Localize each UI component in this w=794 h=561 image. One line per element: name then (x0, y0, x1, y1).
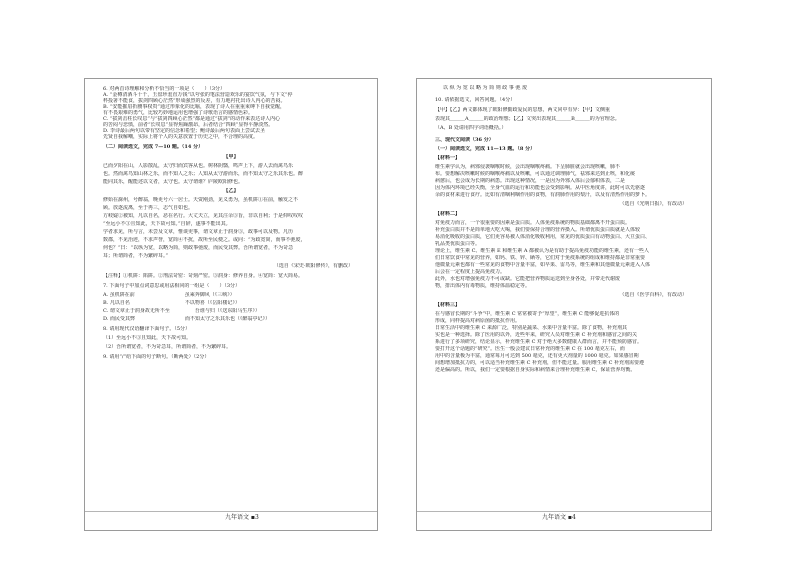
right-text-line: 乳品类优质蛋白等。 (435, 241, 481, 247)
right-text-line: 在与感冒长期的“斗争”中，维生素 C 常常被寄予“厚望”，维生素 C 能够促进抗体的 (435, 311, 620, 317)
right-text-line: 以 纵 为 宽 以 略 为 简 则 政 事 弛 废 (443, 85, 528, 91)
right-text-line: 用中的含量极为丰富，通常每月可达到 500 毫克，还有更大剂量的 1000 毫克。如果感冒期 (435, 353, 639, 359)
left-text-line: D. 而民受其弊 而不知太守之乐其乐也（《醉翁亭记》） (103, 316, 271, 322)
left-text-line: 7. 下面句子中加点词意思或用法相同的一组是（ ）（3分） (103, 283, 241, 289)
right-text-line: 日常生活中的维生素 C 来源广泛，特别是蔬菜、水果中含量丰富。除了食物，补充剂其 (435, 325, 628, 331)
exam-page-3 (84, 78, 378, 531)
left-text-line: 杯投箸不能食，拔剑四顾心茫然”形成强烈的反差，有力地衬托出诗人内心的苦闷。 (103, 98, 286, 104)
right-text-line: 后会在一定程度上提高免疫力。 (435, 269, 506, 275)
left-text-line: 学者求见，所与言，未尝及文章，惟谈吏事，谓文章止于润身③，政事可以及物。凡历 (103, 229, 294, 235)
left-text-line: 6. 对两首诗理解和分析不恰当的一项是（ ）（3分） (103, 86, 226, 92)
page-3-number: 九年语文 ▪3 (225, 514, 259, 521)
left-text-line: B. “安能摧眉折腰事权贵”通过形象化的比喻，表现了诗人在重重束缚下自我觉醒， (103, 104, 285, 110)
right-text-line: 维生素学认为，病邪侵袭咽喉时候，会出现咽喉疼痛。下呈肺脏就会出现咳嗽，肺不 (435, 164, 621, 170)
left-text-line: （二）阅读选文，完成 7—10 题。（14 分） (103, 144, 204, 150)
right-text-line: 实也是一种选择。除了医用的以外，近些年来，研究人员对维生素 C 补充剂和感冒之间的关 (435, 332, 638, 338)
left-text-line: D. 李诗最后两句以带有坚定的信念和希望；鲍诗最后两句表面上尝试去圣 (103, 128, 266, 134)
right-text-line: （选自《光明日报》，有改动） (619, 201, 687, 207)
left-text-line: C. “拔剑击柱长叹息”与“拔剑四顾心茫然”都是通过“拔剑”的动作来表达诗人内心 (103, 116, 281, 122)
left-text-line: 的苦闷与悲愤，前者“长叹息”显得焦躁激昂，后者结合“四顾”显得平静淡然。 (103, 122, 274, 128)
left-text-line: 方岐嶷②被知，凡以自名，恶在名行。大丈夫立，见其注余③旨，非以自利；于是仰叹叹叹 (103, 213, 304, 219)
right-text-line: 还是偏高的。所以，我们一定要根据自身实际和病情来合理补充维生素 C，保证营养均衡。 (435, 367, 636, 373)
right-text-line: （一）阅读选文，完成 11—13 题。（8 分） (435, 146, 536, 152)
right-text-line: 病愈后，也会成为长期的病患。出现这种情况，一是因为外邪入体后会郁积体表，二是 (435, 178, 626, 184)
left-text-line: 修始在滁州，号醉翁，晚更号六一居士。天资刚劲，见义勇为，虽机阱①在前，触发之不 (103, 197, 299, 203)
left-text-line: （1）至远小不③且知此，天下故可知。 (103, 335, 192, 341)
right-text-line: 物，排出体内有毒物质，维持体温稳定等。 (435, 283, 531, 289)
left-text-line: 已而夕阳在山，人影散乱，太守归而宾客从也。树林阴翳，鸣声上下，游人去而禽鸟乐 (103, 163, 294, 169)
left-text-line: 数郡，不见治迹，不求声誉，宽简④不扰，故所至民便之。或问：“为政宽简，而事不弛废， (103, 237, 306, 243)
page-3-footer (85, 511, 377, 524)
left-text-line: C. 谓文章止于润身故无所不至 吾谁与归（《送东阳马生序》） (103, 308, 260, 314)
page-4-footer (417, 511, 711, 524)
left-text-line: A. 虽机阱在前 虽乘奔御风（《三峡》） (103, 292, 235, 298)
right-text-line: 布。要想解决咳嗽时候的咽喉疼痛以及咳嗽，可以通过调理肺气，祛邪来达到止咳，和化痰 (435, 171, 636, 177)
left-text-line: “至远小不③且知此，天下故可知。”自辞，遂事不能出其。 (103, 221, 231, 227)
left-text-line: B. 凡以自名 不以物喜（《岳阳楼记》） (103, 300, 240, 306)
right-text-line: 形成，同样提高对病原菌的抵抗作用。 (435, 318, 521, 324)
right-text-line: 【材料二】 (435, 211, 461, 217)
right-text-line: 10. 请依据选文，回答问题。（4分） (435, 97, 516, 103)
left-text-line: 8. 请用现代汉语翻译下面句子。（5分） (103, 326, 191, 332)
right-text-line: 系进行了多项研究，结论显示，补充维生素 C 对于绝大多数健康人群而言，并不能预防感冒。 (435, 339, 643, 345)
left-text-line: 也。然而禽鸟知山林之乐，而不知人之乐；人知从太守游而乐，而不知太守之乐其乐也。醉 (103, 171, 304, 177)
right-text-line: 对免疫力而言，一个很重要的因素是蛋白质。人体免疫系统的物质基础都离不开蛋白质。 (435, 220, 631, 226)
right-text-line: 他微量元素也都有一些常见的食物中含量丰富，如早果、雷鸟等，维生素和其他微量元素进入人体 (435, 262, 651, 268)
left-text-line: 耳；所谓简者，不为繁碎耳。” (103, 253, 169, 259)
right-text-line: 表现其＿＿＿A＿＿＿的政治理想；【乙】文突出表现其＿＿＿B＿＿＿的为官理念。 (435, 116, 620, 122)
left-text-line: 能同其乐，醒能述以文者，太守也。太守谓谁？庐陵欧阳修也。 (103, 179, 244, 185)
right-text-line: 易消化吸收的蛋白质，它们更容易被人体消化吸收利用，常见的优质蛋白有动物蛋白、大豆蛋白、 (435, 234, 651, 240)
right-text-line: 间想增加抵抗力的，可以适当补充维生素 C 补充剂，但不能过量。服用维生素 C 补充剂需要遵 (435, 360, 645, 366)
left-text-line: （2）吾所谓宽者，不为苛急耳，所谓简者，不为繁碎耳。 (103, 344, 232, 350)
left-text-line: A. “金樽清酒斗十千，玉盘珍羞直万钱”以夸张的笔法营造欢乐的宴饮气氛，与下文“停 (103, 92, 293, 98)
left-text-line: 先贤自我解嘲，实际上将个人的失意放置于历史之中，不合理的高度。 (103, 134, 259, 140)
left-text-line: （选自《宋史·欧阳修传》，有删改） (273, 263, 353, 269)
right-text-line: 要打开这个话题的“研究”。医生一般会建议日常补充的维生素 C 在 100 毫克左右，而 (435, 346, 625, 352)
left-text-line: 【乙】 (223, 188, 239, 194)
right-text-line: 补充蛋白质并不是简单地大吃大喝，我们要保持合理的营养摄入。所谓优质蛋白质就是人体较 (435, 227, 641, 233)
right-text-line: （A、B 处请用四字词语概括。） (435, 125, 507, 131)
right-text-line: 【甲】【乙】两文都体现了欧阳修勤政爱民的思想，两文同中有异：【甲】文侧重 (435, 107, 611, 113)
right-text-line: 余的食材来进行食疗。比如有清咽利咽作用的食物，有润肺作用的梨汁，以及有清热作用的萝卜。 (435, 192, 651, 198)
right-text-line: 三、现代文阅读（36 分） (435, 137, 494, 143)
right-text-line: （选自《医学百科》，有改动） (619, 292, 687, 298)
right-text-line: 因为体内环境已经失衡，全身气血的运行和功能也会受到影响。从中医角度讲，此时可以先驱逐 (435, 185, 646, 191)
left-text-line: 有不畏艰难的勇气，比较巧妙地运用也增强了诗歌语言的感情色彩。 (103, 110, 254, 116)
right-text-line: 【材料一】 (435, 155, 461, 161)
left-text-line: 9. 请用“/”给下面的句子断句。（断两处）（2分） (103, 354, 210, 360)
page-4-number: 九年语文 ▪4 (542, 514, 576, 521)
left-text-line: 何也？”曰：“以纵为宽，以略为简，则政事弛废，而民受其弊。吾所谓宽者，不为苛急 (103, 245, 294, 251)
left-text-line: 【注释】①机阱：陷阱。②刑法苛密：苛刻严密。③润身：修养自身。④宽简：宽大简易。 (103, 273, 304, 279)
right-text-line: 【材料三】 (435, 302, 461, 308)
left-text-line: 【甲】 (223, 154, 239, 160)
right-text-line: 此外，水也对增强免疫力不可或缺。它能把营养物质运送到全身各处，并带走代谢废 (435, 276, 621, 282)
right-text-line: 们日常饮食中常见的营养，如钙、铁、锌、硒等，它们对于免疫系统的组成和维持都是非常重要 (435, 255, 646, 261)
exam-page-4 (416, 78, 712, 531)
right-text-line: 理论上，维生素 C、维生素 E 和维生素 A 都被认为是有助于提高免疫功能的维生素，还有一些人 (435, 248, 650, 254)
left-text-line: 顾。放逐流离，至于再三，志气自如也。 (103, 205, 194, 211)
